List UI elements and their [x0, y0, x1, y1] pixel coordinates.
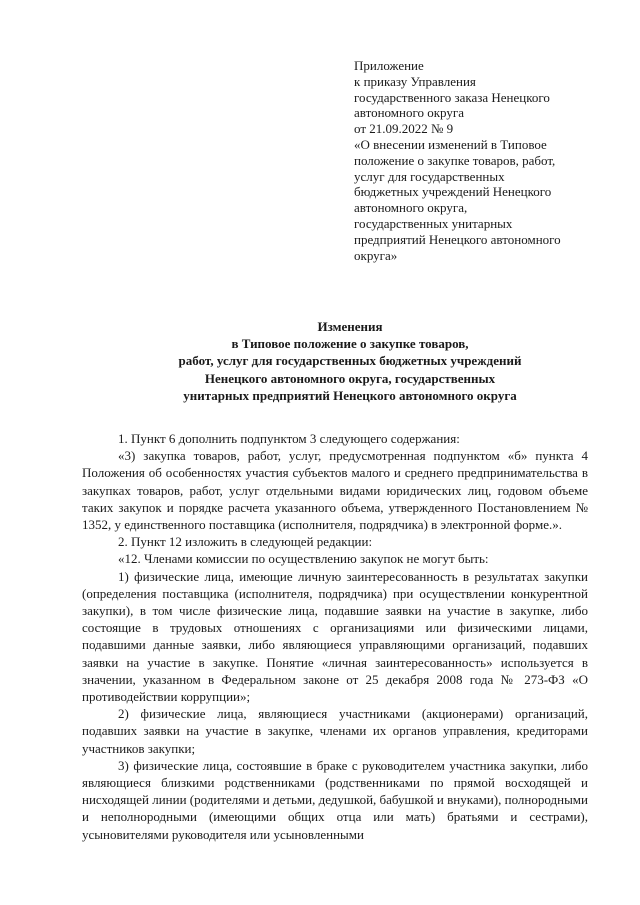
body-paragraph: 3) физические лица, состоявшие в браке с руководителем участника закупки, либо являющиеся близкими родственниками (родственниками по прямой восходящей и нисходящей линии (родителями и детьми, дедушкой, бабушкой и внуками), полнородными и неполнородными (имеющими общих отца или мать) братьями и сестрами), усыновителями руководителя или усыновленными: [82, 757, 588, 842]
appendix-line: бюджетных учреждений Ненецкого: [354, 184, 552, 200]
body-paragraph: «3) закупка товаров, работ, услуг, предусмотренная подпунктом «б» пункта 4 Положения об особенностях участия субъектов малого и среднего предпринимательства в закупках товаров, работ, услуг отдельными видами юридических лиц, годовом объеме таких закупок и порядке расчета указанного объема, утвержденного Постановлением № 1352, у единственного поставщика (исполнителя, подрядчика) в электронной форме.».: [82, 448, 588, 533]
appendix-line: к приказу Управления: [354, 73, 476, 89]
appendix-line: Приложение: [354, 58, 424, 73]
appendix-line: государственных унитарных: [354, 215, 513, 231]
document-body: [82, 430, 588, 843]
body-paragraph: 2) физические лица, являющиеся участниками (акционерами) организаций, подавших заявки на участие в закупке, членами их органов управления, кредиторами участников закупки;: [82, 706, 588, 756]
document-title: [80, 318, 620, 404]
appendix-line: положение о закупке товаров, работ,: [354, 152, 556, 168]
appendix-line: автономного округа,: [354, 200, 468, 216]
body-paragraph: 1) физические лица, имеющие личную заинтересованность в результатах закупки (определения поставщика (исполнителя, подрядчика) при осуществлении конкурентной закупки), в том числе физические лица, подавшие заявки на участие в закупке, либо состоящие в трудовых отношениях с организациями или физическими лицами, подавшими данные заявки, либо являющиеся управляющими организаций, подавших заявки на участие в закупке. Понятие «личная заинтересованность» используется в значении, указанном в Федеральном законе от 25 декабря 2008 года № 273-ФЗ «О противодействии коррупции»;: [82, 568, 588, 705]
appendix-line: округа»: [354, 247, 398, 263]
body-paragraph: 2. Пункт 12 изложить в следующей редакции:: [118, 534, 373, 550]
appendix-line: государственного заказа Ненецкого: [354, 89, 550, 105]
title-line: работ, услуг для государственных бюджетных учреждений: [178, 353, 522, 369]
appendix-line: автономного округа: [354, 105, 464, 121]
appendix-line: услуг для государственных: [354, 168, 505, 184]
title-line: в Типовое положение о закупке товаров,: [231, 336, 469, 352]
body-paragraph: 1. Пункт 6 дополнить подпунктом 3 следующего содержания:: [118, 431, 460, 446]
title-line: Ненецкого автономного округа, государственных: [204, 370, 496, 386]
appendix-header: [354, 58, 604, 263]
title-line: Изменения: [317, 319, 383, 334]
body-paragraph: «12. Членами комиссии по осуществлению закупок не могут быть:: [118, 551, 489, 567]
appendix-line: предприятий Ненецкого автономного: [354, 231, 561, 247]
appendix-line: «О внесении изменений в Типовое: [354, 136, 547, 152]
title-line: унитарных предприятий Ненецкого автономного округа: [183, 387, 517, 403]
appendix-line: от 21.09.2022 № 9: [354, 121, 454, 137]
